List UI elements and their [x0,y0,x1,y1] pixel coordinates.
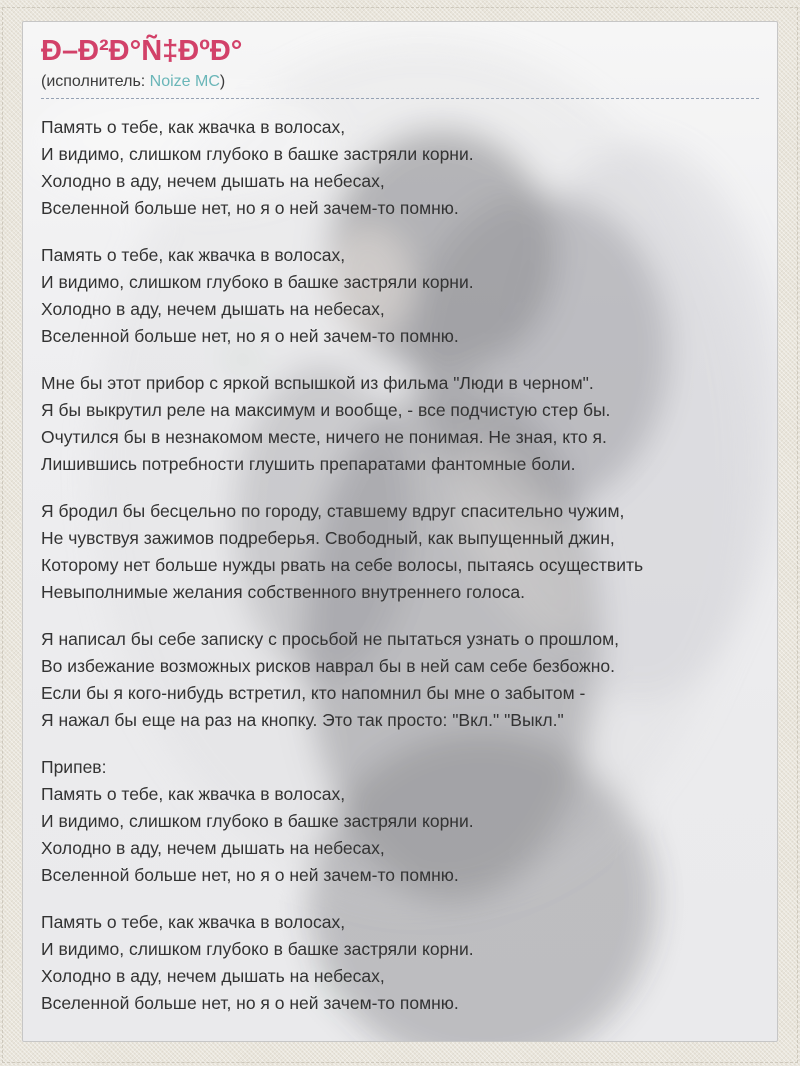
lyrics-stanza: Память о тебе, как жвачка в волосах, И видимо, слишком глубоко в башке застряли корни. Холодно в аду, нечем дышать на небесах, Вселенной больше нет, но я о ней зачем-то помню. [41,117,474,218]
lyrics-stanza: Мне бы этот прибор с яркой вспышкой из фильма "Люди в черном". Я бы выкрутил реле на максимум и вообще, - все подчистую стер бы. Очутился бы в незнакомом месте, ничего не понимая. Не зная, кто я. Лишившись потребности глушить препаратами фантомные боли. [41,373,611,474]
artist-line [41,71,759,93]
dashed-separator [41,98,759,99]
lyrics-stanza: Я бродил бы бесцельно по городу, ставшему вдруг спасительно чужим, Не чувствуя зажимов подреберья. Свободный, как выпущенный джин, Которому нет больше нужды рвать на себе волосы, пытаясь осуществить Невыполнимые желания собственного внутреннего голоса. [41,501,644,602]
artist-link[interactable]: Noize MC [149,73,220,90]
artist-line-suffix: ) [219,73,226,90]
lyrics-stanza: Я написал бы себе записку с просьбой не пытаться узнать о прошлом, Во избежание возможных рисков наврал бы в ней сам себе безбожно. Если бы я кого-нибудь встретил, кто напомнил бы мне о забытом - Я нажал бы еще на раз на кнопку. Это так просто: "Вкл." "Выкл." [41,629,620,730]
lyrics-stanza: Память о тебе, как жвачка в волосах, И видимо, слишком глубоко в башке застряли корни. Холодно в аду, нечем дышать на небесах, Вселенной больше нет, но я о ней зачем-то помню. [41,245,474,346]
lyrics-stanza: Припев: Память о тебе, как жвачка в волосах, И видимо, слишком глубоко в башке застряли корни. Холодно в аду, нечем дышать на небесах, Вселенной больше нет, но я о ней зачем-то помню. [41,757,474,885]
page-title: Ð–Ð²Ð°Ñ‡ÐºÐ° [41,35,243,67]
lyrics-card [22,21,778,1042]
lyrics-stanza: Память о тебе, как жвачка в волосах, И видимо, слишком глубоко в башке застряли корни. Холодно в аду, нечем дышать на небесах, Вселенной больше нет, но я о ней зачем-то помню. [41,912,474,1013]
artist-label: (исполнитель: [41,73,146,90]
lyrics [41,114,759,1017]
lyrics-content [23,22,777,1041]
